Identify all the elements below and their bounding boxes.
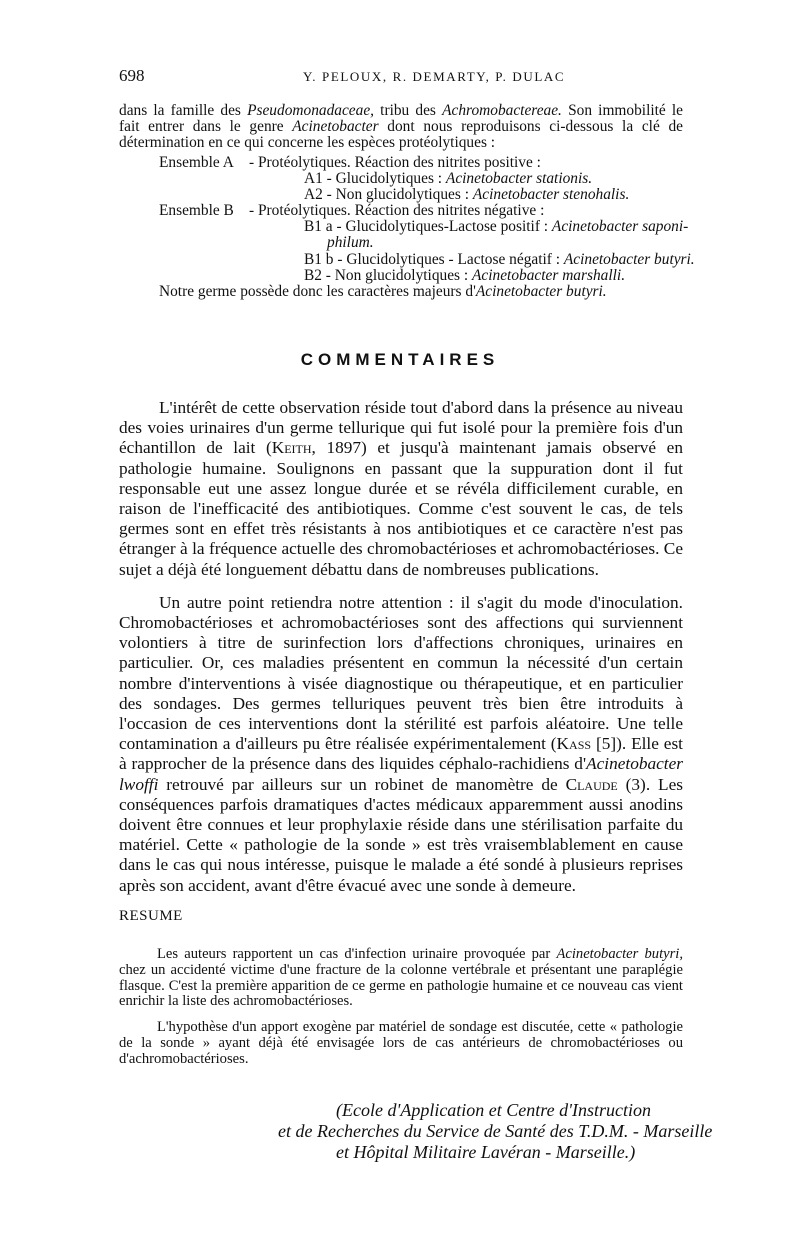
resume-paragraph-2: L'hypothèse d'un apport exogène par matériel de sondage est discutée, cette « pathologie de la sonde » ayant déjà été envisagée lors de cas antérieurs de chromobactérioses ou d'achromobactérioses. bbox=[119, 1019, 683, 1067]
key-a2: A2 - Non glucidolytiques : Acinetobacter stenohalis. bbox=[304, 186, 630, 204]
affiliation-line-1: (Ecole d'Application et Centre d'Instruction bbox=[336, 1100, 651, 1120]
key-ensemble-b: Ensemble B - Protéolytiques. Réaction des nitrites négative : bbox=[159, 202, 545, 220]
determination-key bbox=[159, 154, 695, 300]
affiliation-line-2: et de Recherches du Service de Santé des T.D.M. - Marseille bbox=[278, 1121, 713, 1141]
comments-paragraph-1: L'intérêt de cette observation réside tout d'abord dans la présence au niveau des voies urinaires d'un germe tellurique qui fut isolé pour la première fois d'un échantillon de lait (Keith, 1897) et jusqu'à maintenant jamais observé en pathologie humaine. Soulignons en passant que la suppuration dont il fut responsable eut une assez longue durée et se révéla difficilement curable, en raison de l'inefficacité des antibiotiques. Comme c'est souvent le cas, de tels germes sont en effet très résistants à nos antibiotiques et ce caractère n'est pas étranger à la fréquence actuelle des chromobactérioses et achromobactérioses. Ce sujet a déjà été longuement débattu dans de nombreuses publications. bbox=[119, 398, 683, 579]
comments-paragraph-2: Un autre point retiendra notre attention : il s'agit du mode d'inoculation. Chromobactérioses et achromobactérioses sont des affections qui surviennent volontiers à titre de surinfection lors d'affections chroniques, urinaires en particulier. Or, ces maladies présentent en commun la nécessité d'un certain nombre d'interventions à visée diagnostique ou thérapeutique, et en particulier des sondages. Des germes telluriques peuvent très bien être introduits à l'occasion de ces interventions dont la stérilité est parfois aléatoire. Une telle contamination a d'ailleurs pu être réalisée expérimentalement (Kass [5]). Elle est à rapprocher de la présence dans des liquides céphalo-rachidiens d'Acinetobacter lwoffi retrouvé par ailleurs sur un robinet de manomètre de Claude (3). Les conséquences parfois dramatiques d'actes médicaux apparemment aussi anodins doivent être connues et leur prophylaxie réside dans une stérilisation parfaite du matériel. Cette « pathologie de la sonde » est très vraisemblablement en cause dans le cas qui nous intéresse, puisque le malade a été sondé à plusieurs reprises après son accident, avant d'être évacué avec une sonde à demeure. bbox=[119, 592, 683, 895]
affiliation bbox=[270, 1100, 740, 1163]
key-conclusion: Notre germe possède donc les caractères majeurs d'Acinetobacter butyri. bbox=[159, 282, 607, 300]
running-head: Y. PELOUX, R. DEMARTY, P. DULAC bbox=[303, 69, 566, 84]
resume-paragraph-1: Les auteurs rapportent un cas d'infection urinaire provoquée par Acinetobacter butyri, chez un accidenté victime d'une fracture de la colonne vertébrale et présentant une paraplégie flasque. C'est la première apparition de ce germe en pathologie humaine et ce nouveau cas vient enrichir la liste des achromobactérioses. bbox=[119, 946, 683, 1010]
resume-title: RESUME bbox=[119, 908, 183, 924]
affiliation-line-3: et Hôpital Militaire Lavéran - Marseille.) bbox=[336, 1142, 636, 1162]
comments-body bbox=[119, 398, 683, 909]
key-b1a-cont: philum. bbox=[327, 234, 374, 252]
key-b2: B2 - Non glucidolytiques : Acinetobacter marshalli. bbox=[304, 266, 626, 284]
key-b1a: B1 a - Glucidolytiques-Lactose positif : Acinetobacter saponi- bbox=[304, 218, 689, 236]
key-b1b: B1 b - Glucidolytiques - Lactose négatif : Acinetobacter butyri. bbox=[304, 250, 695, 268]
key-ensemble-a: Ensemble A - Protéolytiques. Réaction des nitrites positive : bbox=[159, 154, 541, 171]
key-a1: A1 - Glucidolytiques : Acinetobacter stationis. bbox=[304, 170, 593, 188]
page-number: 698 bbox=[119, 66, 145, 85]
resume-body bbox=[119, 947, 683, 1078]
intro-paragraph: dans la famille des Pseudomonadaceae, tribu des Achromobactereae. Son immobilité le fait entrer dans le genre Acinetobacter dont nous reproduisons ci-dessous la clé de détermination en ce qui concerne les espèces protéolytiques : bbox=[119, 102, 683, 152]
section-title: COMMENTAIRES bbox=[300, 350, 500, 369]
